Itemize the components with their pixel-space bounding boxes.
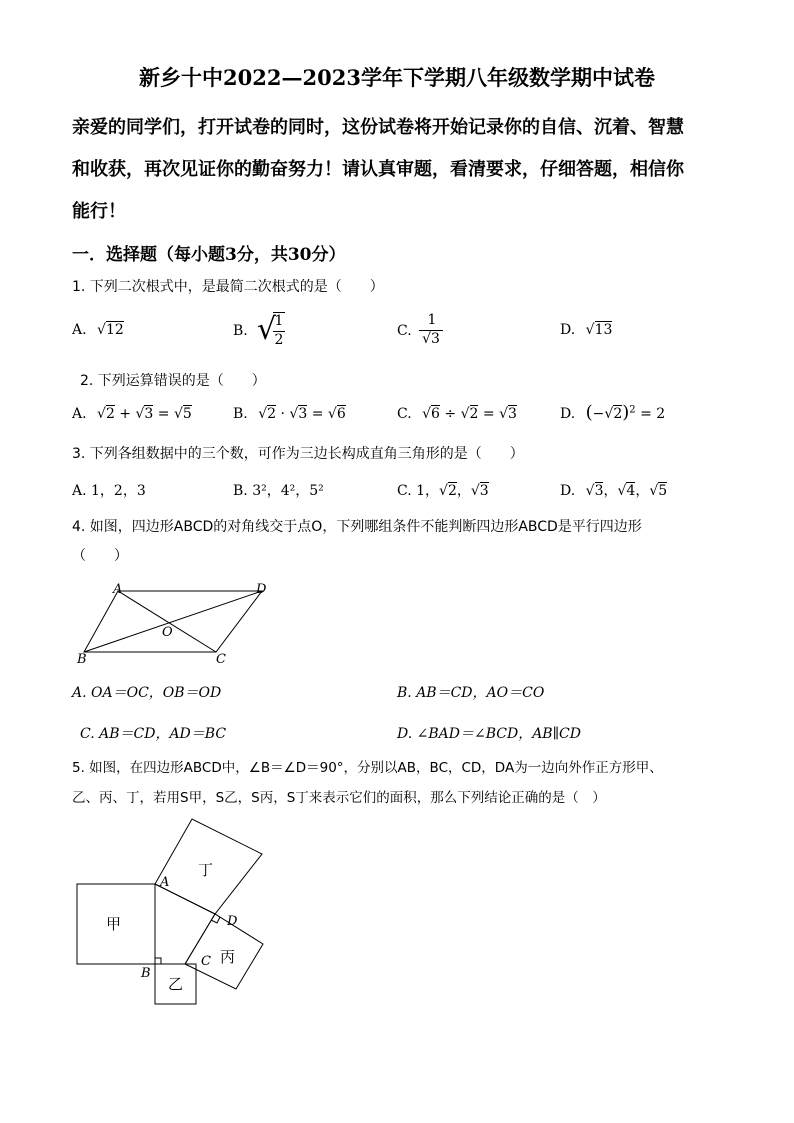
vertex-label-c: C [201, 954, 211, 969]
intro-line-3: 能行！ [72, 201, 126, 222]
q3-option-c[interactable]: C. 1，√2，√3 [397, 483, 489, 499]
question-5-stem-2: 乙、丙、丁，若用S甲，S乙，S丙，S丁来表示它们的面积，那么下列结论正确的是（ ） [72, 790, 606, 806]
option-letter: C. [397, 406, 412, 422]
q3-option-b[interactable]: B. 3²，4²，5² [233, 483, 324, 499]
q4-option-d[interactable]: D. ∠BAD＝∠BCD，AB∥CD [397, 726, 581, 742]
question-4-stem: 4. 如图，四边形ABCD的对角线交于点O，下列哪组条件不能判断四边形ABCD是平行四边形 [72, 519, 642, 535]
vertex-label-d: D [256, 582, 267, 597]
q4-option-c[interactable]: C. AB＝CD，AD＝BC [80, 726, 227, 742]
option-letter: B. [233, 406, 248, 422]
q4-option-a[interactable]: A. OA＝OC，OB＝OD [72, 685, 222, 701]
option-letter: D. [560, 406, 576, 422]
fraction-numerator: 1 [427, 312, 437, 328]
option-letter: D. [560, 483, 576, 499]
square-label-ding: 丁 [198, 861, 214, 879]
quadrilateral-abcd [155, 884, 215, 964]
question-5-stem-1: 5. 如图，在四边形ABCD中，∠B＝∠D＝90°，分别以AB，BC，CD，DA为一边向外作正方形甲、 [72, 760, 663, 776]
square-label-bing: 丙 [220, 948, 236, 966]
q3-option-a[interactable]: A. 1，2，3 [72, 483, 146, 499]
square-label-yi: 乙 [168, 975, 184, 993]
page-title: 新乡十中2022—2023学年下学期八年级数学期中试卷 [139, 65, 655, 90]
vertex-label-c: C [216, 652, 226, 667]
question-3-stem: 3. 下列各组数据中的三个数，可作为三边长构成直角三角形的是（ ） [72, 446, 524, 462]
q4-option-b[interactable]: B. AB＝CD，AO＝CO [397, 685, 545, 701]
option-letter: C. [397, 323, 412, 339]
q2-option-d[interactable]: D. $(-√2)^2 = 2$ [560, 402, 666, 423]
question-4-paren: （ ） [72, 548, 128, 564]
q2-option-b[interactable]: B. √2 · √3 = √6 [233, 406, 346, 422]
fraction-denominator: 2 [274, 332, 284, 348]
q2-option-a[interactable]: A. √2 + √3 = √5 [72, 406, 192, 422]
q2-option-c[interactable]: C. √6 ÷ √2 = √3 [397, 406, 517, 422]
vertex-label-a: A [113, 582, 123, 597]
option-text: C. 1， [397, 483, 440, 499]
radicand: 13 [594, 322, 613, 338]
question-1-stem: 1. 下列二次根式中，是最简二次根式的是（ ） [72, 279, 384, 295]
vertex-label-a: A [160, 875, 170, 890]
intro-line-2: 和收获，再次见证你的勤奋努力！请认真审题，看清要求，仔细答题，相信你 [72, 159, 684, 180]
radicand: 12 [105, 322, 124, 338]
squares-figure [70, 812, 280, 1012]
q3-option-d[interactable]: D. √3，√4，√5 [560, 483, 668, 499]
vertex-label-b: B [77, 652, 87, 667]
q1-option-a[interactable]: A. √12 [72, 322, 124, 338]
option-letter: A. [72, 322, 87, 338]
q1-option-d[interactable]: D. √13 [560, 322, 613, 338]
option-letter: D. [560, 322, 576, 338]
section-heading: 一．选择题（每小题3分，共30分） [72, 245, 346, 265]
diagonal-bd [84, 591, 262, 652]
intro-line-1: 亲爱的同学们，打开试卷的同时，这份试卷将开始记录你的自信、沉着、智慧 [72, 117, 684, 138]
vertex-label-b: B [141, 966, 151, 981]
question-2-stem: 2. 下列运算错误的是（ ） [80, 373, 266, 389]
diagonal-ac [118, 591, 216, 652]
vertex-label-d: D [227, 914, 238, 929]
option-letter: A. [72, 406, 87, 422]
option-letter: B. [233, 323, 248, 339]
parallelogram-figure [70, 578, 280, 668]
right-angle-mark-b [155, 958, 161, 964]
fraction-numerator: 1 [274, 313, 284, 329]
point-label-o: O [162, 625, 173, 640]
square-label-jia: 甲 [106, 915, 122, 933]
radicand: 3 [431, 331, 440, 347]
